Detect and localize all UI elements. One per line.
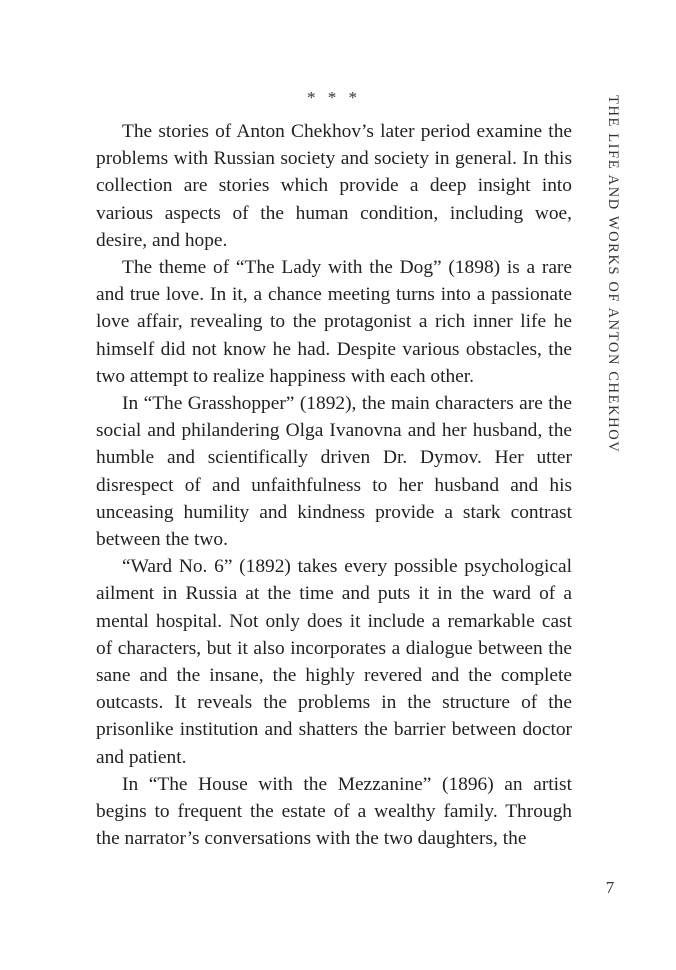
- paragraph: In “The House with the Mezzanine” (1896) an artist begins to frequent the estate of a wealthy family. Through the narrator’s conversations with the two daughters, the: [96, 773, 572, 850]
- paragraph: In “The Grasshopper” (1892), the main characters are the social and philandering Olga Ivanovna and her husband, the humble and scientifically driven Dr. Dymov. Her utter disrespect of and unfaithfulness to her husband and his unceasing humility and kindness provide a stark contrast between the two.: [96, 393, 572, 551]
- section-separator: * * *: [307, 88, 361, 107]
- paragraph: The stories of Anton Chekhov’s later period examine the problems with Russian society and society in general. In this collection are stories which provide a deep insight into various aspects of the human condition, including woe, desire, and hope.: [96, 121, 572, 251]
- paragraph: “Ward No. 6” (1892) takes every possible psychological ailment in Russia at the time and puts it in the ward of a mental hospital. Not only does it include a remarkable cast of characters, but it also incorporates a dialogue between the sane and the insane, the highly revered and the complete outcasts. It reveals the problems in the structure of the prisonlike institution and shatters the barrier between doctor and patient.: [96, 556, 572, 768]
- paragraph: The theme of “The Lady with the Dog” (1898) is a rare and true love. In it, a chance meeting turns into a passionate love affair, revealing to the protagonist a rich inner life he himself did not know he had. Despite various obstacles, the two attempt to realize happiness with each other.: [96, 257, 572, 387]
- body-text: [96, 118, 572, 852]
- page-number: 7: [605, 878, 615, 897]
- running-head: THE LIFE AND WORKS OF ANTON CHEKHOV: [605, 95, 621, 454]
